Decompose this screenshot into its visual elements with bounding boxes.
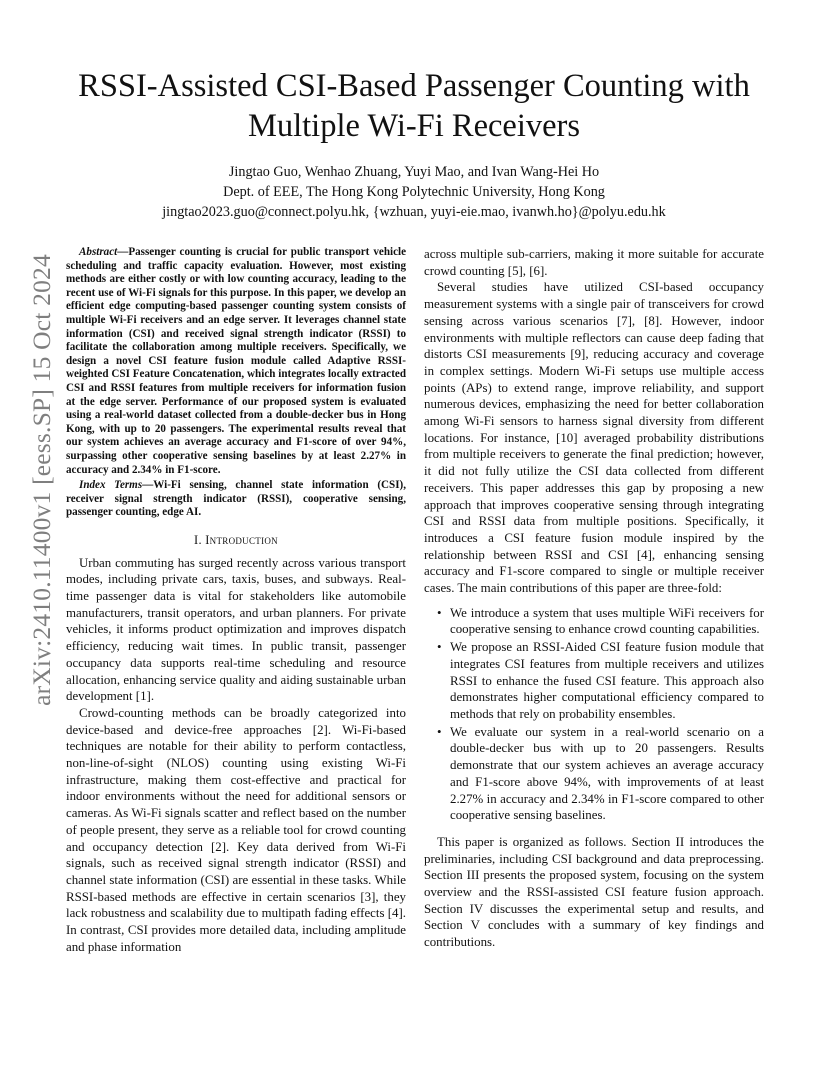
index-terms-text: —Wi-Fi sensing, channel state information (CSI), receiver signal strength indicator (RSSI), cooperative sensing, passenger counting, edge AI. [66,479,406,519]
author-block [60,162,768,222]
abstract [66,246,406,477]
bullet-icon: • [437,605,442,620]
paper-title-line-2: Multiple Wi-Fi Receivers [247,108,581,144]
paper-title [40,66,788,146]
intro-paragraph-1: Urban commuting has surged recently across various transport modes, including private cars, taxis, buses, and subways. Real-time passenger data is vital for stakeholders like automobile manufacturers, transit operators, and urban planners. For private vehicles, it informs product optimization and improves dispatch efficiency, reducing wait times. In public transit, passenger occupancy data supports real-time scheduling and resource allocation, enhancing service quality and aiding sustainable urban development [1]. [66,555,406,704]
section-heading-introduction [66,532,406,549]
abstract-text: —Passenger counting is crucial for public transport vehicle scheduling and traffic capacity evaluation. However, most existing methods are either costly or with low counting accuracy, leading to the recent use of Wi-Fi signals for this purpose. In this paper, we develop an efficient edge computing-based passenger counting system consists of multiple Wi-Fi receivers and an edge server. It leverages channel state information (CSI) and received signal strength indicator (RSSI) to facilitate the collaboration among multiple receivers. Specifically, we design a novel CSI feature fusion module called Adaptive RSSI-weighted CSI Feature Concatenation, which integrates locally extracted CSI and RSSI features from multiple receivers for information fusion at the edge server. Performance of our proposed system is evaluated using a real-world dataset collected from a double-decker bus in Hong Kong, with up to 20 passengers. The experimental results reveal that our system achieves an average accuracy and F1-score of over 94%, surpassing other cooperative sensing baselines by at least 2.27% in accuracy and 2.34% in F1-score. [66,246,406,476]
contributions-list [424,605,764,824]
contribution-text: We evaluate our system in a real-world scenario on a double-decker bus with up to 20 passengers. Results demonstrate that our system achieves an average accuracy and F1-score above 94%, with improvements of at least 2.27% in accuracy and 2.34% in F1-score compared to other cooperative sensing baselines. [450,724,764,823]
index-terms-label: Index Terms [79,479,143,492]
index-terms [66,479,406,520]
left-column [66,246,406,955]
arxiv-identifier-text: arXiv:2410.11400v1 [eess.SP] 15 Oct 2024 [27,254,56,706]
section-numeral: I. [194,532,202,547]
paper-title-line-1: RSSI-Assisted CSI-Based Passenger Counting with [78,68,750,104]
bullet-icon: • [437,724,442,739]
arxiv-identifier [22,254,62,706]
list-item [437,724,764,824]
author-emails: jingtao2023.guo@connect.polyu.hk, {wzhuan, yuyi-eie.mao, ivanwh.ho}@polyu.edu.hk [162,204,666,220]
abstract-label: Abstract [79,246,118,258]
right-column [424,246,764,951]
list-item [437,639,764,723]
bullet-icon: • [437,640,442,655]
contribution-text: We propose an RSSI-Aided CSI feature fusion module that integrates CSI features from multiple receivers and utilizes RSSI to enhance the fused CSI feature. This approach also demonstrates higher computational efficiency compared to methods that rely on probability ensembles. [450,640,764,721]
contribution-text: We introduce a system that uses multiple WiFi receivers for cooperative sensing to enhance crowd counting capabilities. [450,605,764,637]
organization-paragraph: This paper is organized as follows. Section II introduces the preliminaries, including CSI background and data preprocessing. Section III presents the proposed system, focusing on the system overview and the RSSI-assisted CSI feature fusion approach. Section IV discusses the experimental setup and results, and Section V concludes with a summary of key findings and contributions. [424,834,764,950]
intro-paragraph-2: Crowd-counting methods can be broadly categorized into device-based and device-free approaches [2]. Wi-Fi-based techniques are notable for their ability to perform contactless, non-line-of-sight (NLOS) counting using existing Wi-Fi infrastructure, making them cost-effective and practical for indoor environments without the need for additional sensors or cameras. As Wi-Fi signals scatter and reflect based on the number of people present, they serve as a reliable tool for crowd counting and occupancy detection [2]. Key data derived from Wi-Fi signals, such as received signal strength indicator (RSSI) and channel state information (CSI) are essential in these tasks. While RSSI-based methods are effective in certain scenarios [3], they lack robustness and scalability due to multipath fading effects [4]. In contrast, CSI provides more detailed data, including amplitude and phase information [66,705,406,954]
section-title: Introduction [205,532,278,547]
author-names: Jingtao Guo, Wenhao Zhuang, Yuyi Mao, and Ivan Wang-Hei Ho [228,164,600,180]
intro-paragraph-continued: across multiple sub-carriers, making it more suitable for accurate crowd counting [5], [6]. [424,247,764,278]
list-item [437,605,764,638]
intro-paragraph-3: Several studies have utilized CSI-based occupancy measurement systems with a single pair of transceivers for crowd sensing across various scenarios [7], [8]. However, indoor environments with multiple reflectors can cause deep fading that distorts CSI measurements [9], reducing accuracy and coverage in complex settings. Modern Wi-Fi setups use multiple access points (APs) to extend range, improve reliability, and support numerous devices, emphasizing the need for better collaboration among Wi-Fi sensors to harness signal diversity from different locations. For instance, [10] averaged probability distributions from multiple receivers to generate the final prediction; however, it did not fully utilize the CSI data collected from different receivers. This paper addresses this gap by proposing a new approach that improves cooperative sensing through integrating CSI and RSSI data from multiple positions. Specifically, it introduces a CSI feature fusion module inspired by the relationship between RSSI and CSI [4], enhancing sensing accuracy and F1-score compared to single or multiple receiver cases. The main contributions of this paper are three-fold: [424,280,764,596]
author-affiliation: Dept. of EEE, The Hong Kong Polytechnic University, Hong Kong [223,184,605,200]
